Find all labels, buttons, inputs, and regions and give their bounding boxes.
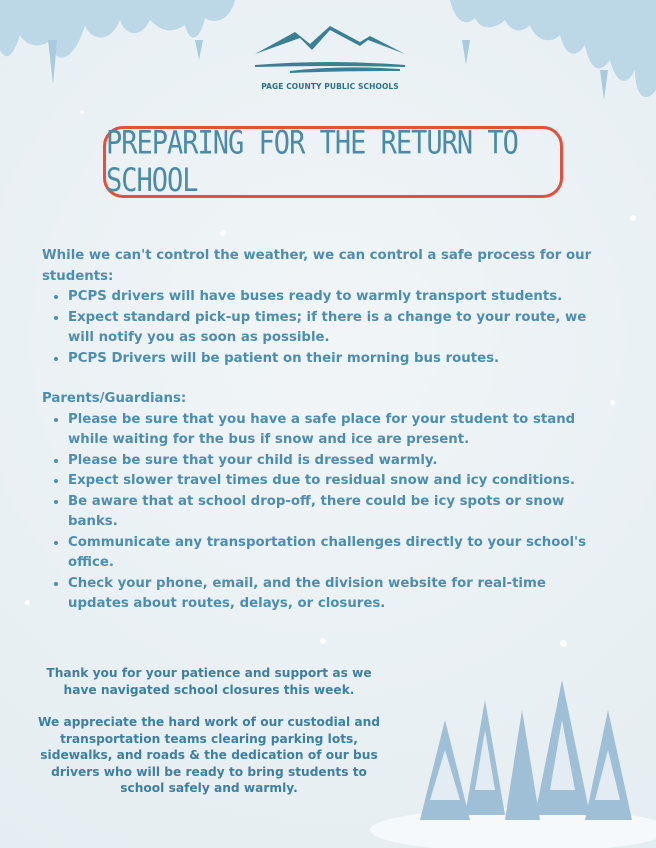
student-list [42,287,602,369]
snowy-trees-illustration [370,670,656,848]
title-banner [103,126,563,198]
icicles-right-decoration [440,0,656,110]
list-item: • Expect slower travel times due to residual snow and icy conditions. [68,471,602,492]
list-item: • Communicate any transportation challenges directly to your school's office. [68,533,602,574]
org-name: PAGE COUNTY PUBLIC SCHOOLS [261,82,399,91]
list-item: • Please be sure that your child is dressed warmly. [68,451,602,472]
list-item: • Be aware that at school drop-off, there could be icy spots or snow banks. [68,492,602,533]
appreciation-text: We appreciate the hard work of our custodial and transportation teams clearing parking lots, sidewalks, and roads & the dedication of our bus drivers who will be ready to bring students to school safely and warmly. [37,715,381,795]
list-item: • Please be sure that you have a safe place for your student to stand while waiting for the bus if snow and ice are present. [68,410,602,451]
closing-message [34,665,384,813]
list-item: • PCPS drivers will have buses ready to warmly transport students. [68,287,602,308]
list-item: • Check your phone, email, and the division website for real-time updates about routes, delays, or closures. [68,574,602,615]
icicles-left-decoration [0,0,240,90]
intro-text: While we can't control the weather, we can control a safe process for our students: [42,248,592,284]
list-item: • Expect standard pick-up times; if there is a change to your route, we will notify you as soon as possible. [68,308,602,349]
page-title: PREPARING FOR THE RETURN TO SCHOOL [106,124,518,200]
thank-you-text: Thank you for your patience and support as we have navigated school closures this week. [46,666,372,697]
parent-list [42,410,602,615]
list-item: • PCPS Drivers will be patient on their morning bus routes. [68,349,602,370]
school-logo [250,24,410,91]
mountain-logo-icon [250,24,410,76]
parents-heading: Parents/Guardians: [42,391,187,406]
main-content [42,246,602,615]
